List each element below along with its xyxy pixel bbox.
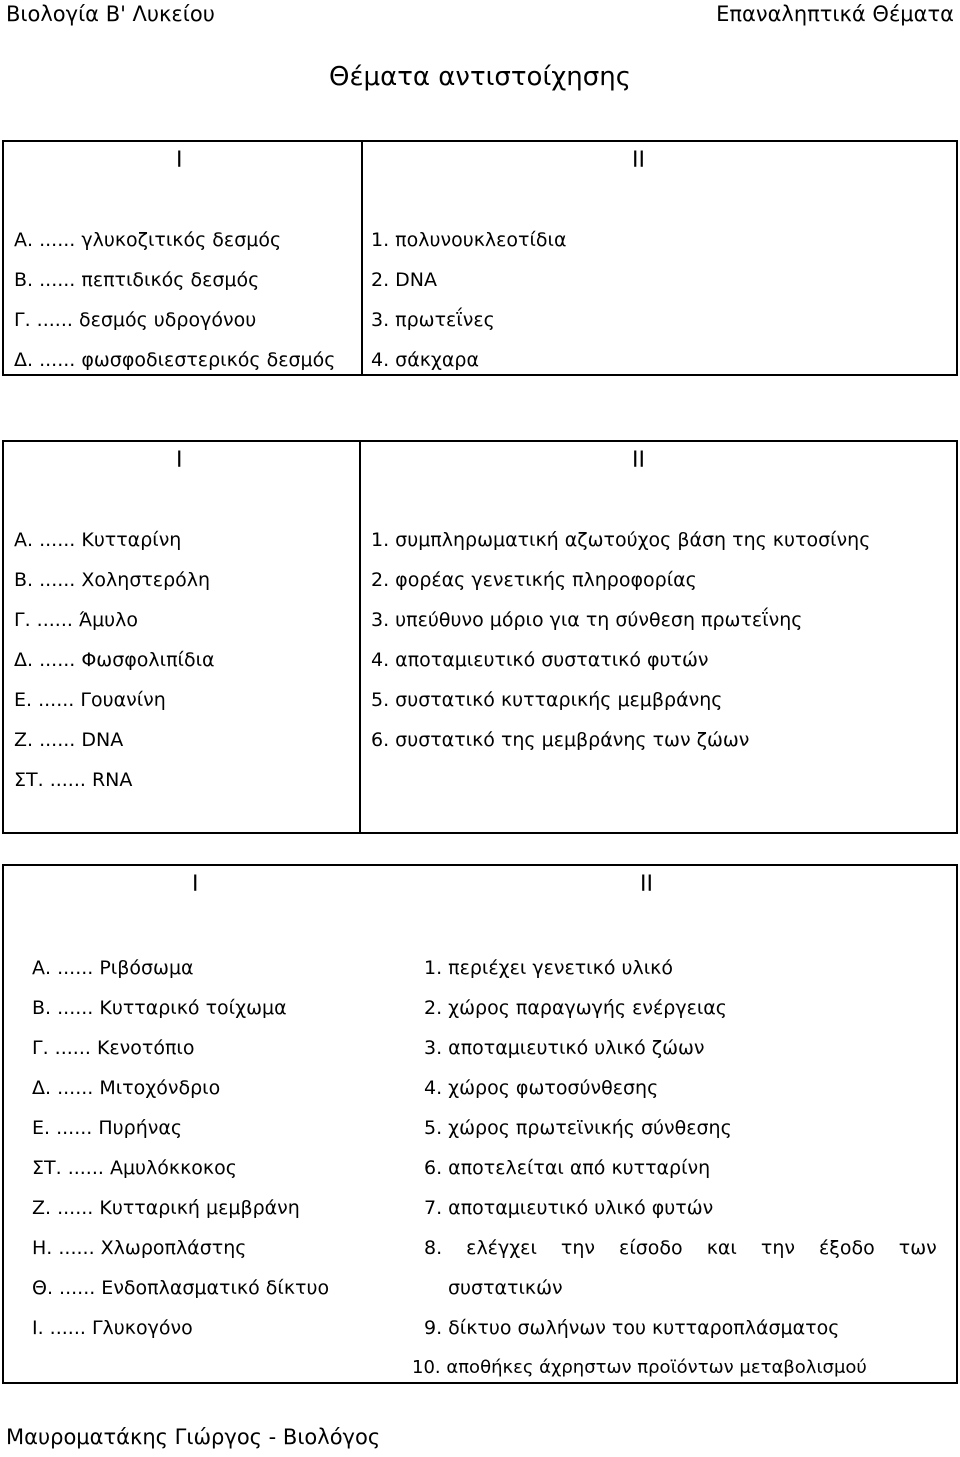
list-item: 6. αποτελείται από κυτταρίνη — [424, 1157, 711, 1179]
list-item: 4. χώρος φωτοσύνθεσης — [424, 1077, 659, 1099]
list-item: Δ. ...... Μιτοχόνδριο — [32, 1077, 221, 1099]
list-item: ΣΤ. ...... RNA — [14, 769, 133, 791]
list-item: Α. ...... Ριβόσωμα — [32, 957, 194, 979]
page-title: Θέματα αντιστοίχησης — [329, 62, 631, 92]
list-item: Δ. ...... Φωσφολιπίδια — [14, 649, 215, 671]
list-item: 4. αποταμιευτικό συστατικό φυτών — [371, 649, 709, 671]
list-item: 3. υπεύθυνο μόριο για τη σύνθεση πρωτεΐνης — [371, 609, 803, 631]
list-item: 2. χώρος παραγωγής ενέργειας — [424, 997, 727, 1019]
column-2-list — [408, 948, 937, 1388]
column-1-list — [14, 520, 215, 800]
list-item: 1. πολυνουκλεοτίδια — [371, 229, 567, 251]
list-item: Θ. ...... Ενδοπλασματικό δίκτυο — [32, 1277, 330, 1299]
column-heading-1: Ι — [176, 148, 183, 173]
column-heading-2: ΙΙ — [632, 148, 645, 173]
list-item: Γ. ...... Άμυλο — [14, 609, 139, 631]
list-item: 3. αποταμιευτικό υλικό ζώων — [424, 1037, 705, 1059]
list-item: 9. δίκτυο σωλήνων του κυτταροπλάσματος — [424, 1317, 840, 1339]
list-item: Ε. ...... Γουανίνη — [14, 689, 166, 711]
list-item: Α. ...... Κυτταρίνη — [14, 529, 182, 551]
list-item: 7. αποταμιευτικό υλικό φυτών — [424, 1197, 714, 1219]
list-item: ΣΤ. ...... Αμυλόκκοκος — [32, 1157, 237, 1179]
list-item: 1. περιέχει γενετικό υλικό — [424, 957, 673, 979]
list-item: Α. ...... γλυκοζιτικός δεσμός — [14, 229, 282, 251]
list-item: Ε. ...... Πυρήνας — [32, 1117, 183, 1139]
list-item: συστατικών — [448, 1277, 563, 1299]
column-2-list — [371, 520, 870, 760]
list-item: Γ. ...... Κενοτόπιο — [32, 1037, 195, 1059]
list-item: Δ. ...... φωσφοδιεστερικός δεσμός — [14, 349, 336, 371]
list-item: Β. ...... Κυτταρικό τοίχωμα — [32, 997, 287, 1019]
list-item: 8. ελέγχει την είσοδο και την έξοδο των — [424, 1237, 937, 1259]
column-heading-1: Ι — [176, 448, 183, 473]
matching-table-3 — [2, 864, 958, 1384]
column-heading-2: ΙΙ — [632, 448, 645, 473]
list-item: Η. ...... Χλωροπλάστης — [32, 1237, 247, 1259]
list-item: 4. σάκχαρα — [371, 349, 480, 371]
header-section: Επαναληπτικά Θέματα — [716, 2, 954, 26]
column-2-list — [371, 220, 566, 380]
matching-table-2 — [2, 440, 958, 834]
list-item: Β. ...... πεπτιδικός δεσμός — [14, 269, 260, 291]
column-1-list — [14, 220, 335, 380]
list-item: 2. DNA — [371, 269, 438, 291]
list-item: 5. χώρος πρωτεϊνικής σύνθεσης — [424, 1117, 732, 1139]
list-item: Γ. ...... δεσμός υδρογόνου — [14, 309, 257, 331]
header-subject: Βιολογία Β' Λυκείου — [6, 2, 215, 26]
column-heading-1: Ι — [192, 872, 199, 897]
list-item: 6. συστατικό της μεμβράνης των ζώων — [371, 729, 750, 751]
list-item: 2. φορέας γενετικής πληροφορίας — [371, 569, 697, 591]
list-item: Β. ...... Χοληστερόλη — [14, 569, 211, 591]
column-divider — [361, 142, 363, 374]
matching-table-1 — [2, 140, 958, 376]
column-divider — [359, 442, 361, 832]
list-item: Ζ. ...... DNA — [14, 729, 124, 751]
list-item: 3. πρωτεΐνες — [371, 309, 495, 331]
list-item: Ι. ...... Γλυκογόνο — [32, 1317, 193, 1339]
column-1-list — [32, 948, 329, 1348]
list-item: 10. αποθήκες άχρηστων προϊόντων μεταβολισμού — [412, 1357, 867, 1378]
column-heading-2: ΙΙ — [640, 872, 653, 897]
list-item: 1. συμπληρωματική αζωτούχος βάση της κυτοσίνης — [371, 529, 871, 551]
list-item: 5. συστατικό κυτταρικής μεμβράνης — [371, 689, 723, 711]
list-item: Ζ. ...... Κυτταρική μεμβράνη — [32, 1197, 300, 1219]
author-footer: Μαυροματάκης Γιώργος - Βιολόγος — [6, 1425, 381, 1449]
